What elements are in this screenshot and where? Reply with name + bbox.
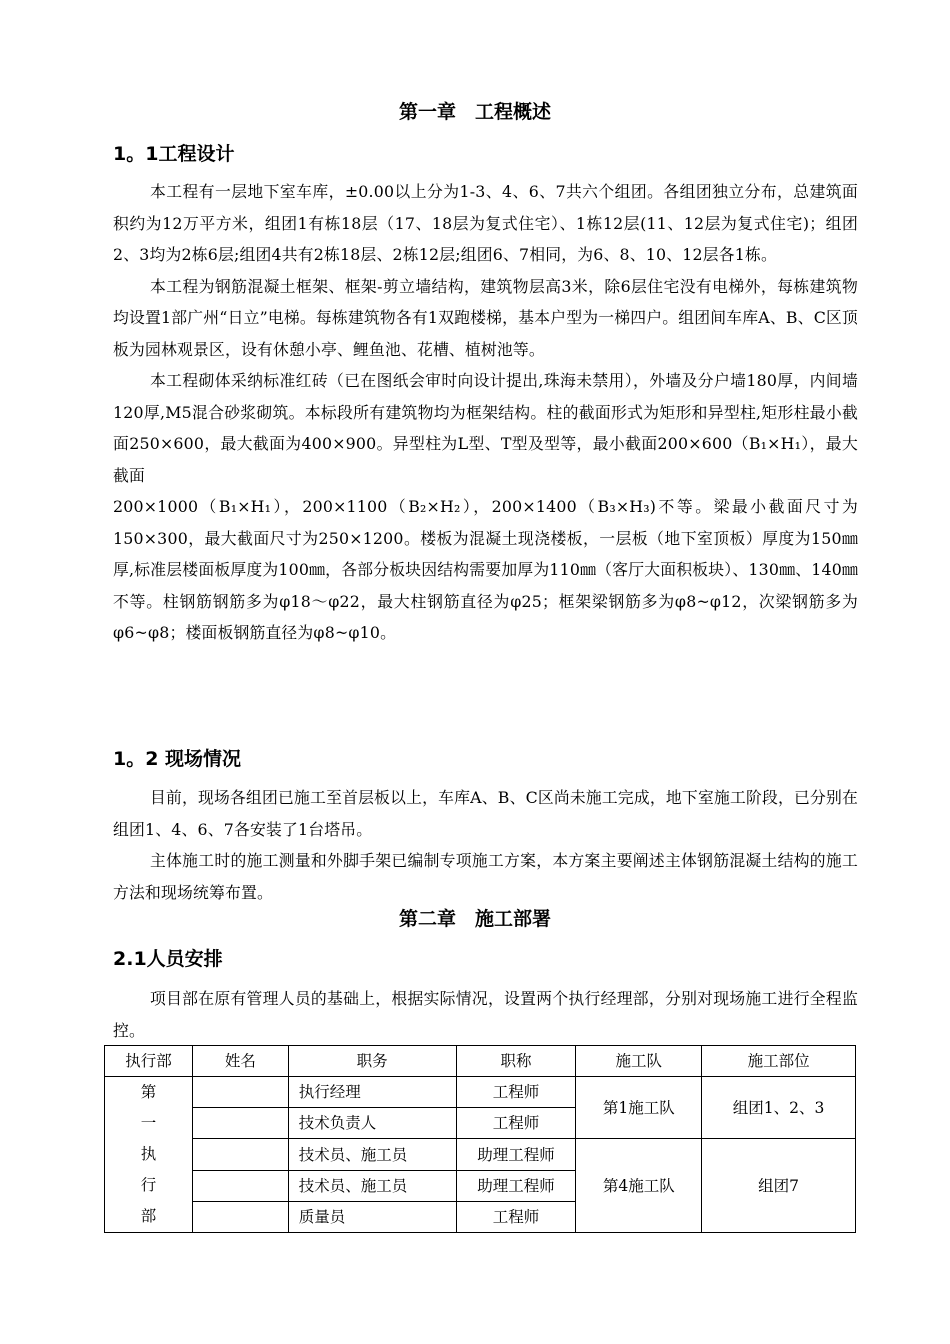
chapter-2-title: 第二章 施工部署 bbox=[398, 908, 551, 930]
name-cell bbox=[192, 1202, 288, 1233]
table-row bbox=[105, 1077, 856, 1108]
staff-table bbox=[104, 1045, 856, 1233]
title-cell: 助理工程师 bbox=[456, 1171, 576, 1202]
paragraph: 200×1000（B₁×H₁），200×1100（B₂×H₂），200×1400（B₃×H₃)不等。梁最小截面尺寸为150×300，最大截面尺寸为250×1200。楼板为混凝土现浇楼板，一层板（地下室顶板）厚度为150㎜厚,标准层楼面板厚度为100㎜，各部分板块因结构需要加厚为110㎜（客厅大面积板块）、130㎜、140㎜不等。柱钢筋钢筋多为φ18～φ22，最大柱钢筋直径为φ25；框架梁钢筋多为φ8~φ12，次梁钢筋多为φ6~φ8；楼面板钢筋直径为φ8~φ10。 bbox=[113, 497, 858, 642]
area-cell: 组团7 bbox=[702, 1139, 856, 1233]
paragraph: 本工程砌体采纳标准红砖（已在图纸会审时向设计提出,珠海未禁用），外墙及分户墙180厚，内间墙120厚,M5混合砂浆砌筑。本标段所有建筑物均为框架结构。柱的截面形式为矩形和异型柱,矩形柱最小截面250×600，最大截面为400×900。异型柱为L型、T型及型等，最小截面200×600（B₁×H₁），最大截面 bbox=[113, 371, 858, 485]
paragraph: 目前，现场各组团已施工至首层板以上，车库A、B、C区尚未施工完成，地下室施工阶段，已分别在组团1、4、6、7各安装了1台塔吊。 bbox=[113, 788, 858, 839]
dept-label: 第一执行部 bbox=[140, 1083, 157, 1225]
header-cell: 施工队 bbox=[576, 1046, 702, 1077]
header-cell: 姓名 bbox=[192, 1046, 288, 1077]
header-cell: 施工部位 bbox=[702, 1046, 856, 1077]
table-header-row bbox=[105, 1046, 856, 1077]
header-cell: 职务 bbox=[288, 1046, 456, 1077]
paragraph: 主体施工时的施工测量和外脚手架已编制专项施工方案，本方案主要阐述主体钢筋混凝土结构的施工方法和现场统筹布置。 bbox=[113, 851, 858, 902]
position-cell: 执行经理 bbox=[288, 1077, 456, 1108]
title-cell: 工程师 bbox=[456, 1202, 576, 1233]
header-cell: 职称 bbox=[456, 1046, 576, 1077]
dept-cell bbox=[105, 1077, 193, 1233]
section-1-1-title: 1。1工程设计 bbox=[113, 143, 235, 165]
paragraph: 项目部在原有管理人员的基础上，根据实际情况，设置两个执行经理部，分别对现场施工进行全程监控。 bbox=[113, 989, 858, 1040]
table-row bbox=[105, 1139, 856, 1171]
title-cell: 工程师 bbox=[456, 1077, 576, 1108]
header-cell: 执行部 bbox=[105, 1046, 193, 1077]
position-cell: 技术员、施工员 bbox=[288, 1139, 456, 1171]
position-cell: 技术员、施工员 bbox=[288, 1171, 456, 1202]
position-cell: 技术负责人 bbox=[288, 1108, 456, 1139]
section-1-2-body bbox=[113, 782, 858, 908]
chapter-1-title: 第一章 工程概述 bbox=[398, 101, 551, 123]
name-cell bbox=[192, 1139, 288, 1171]
area-cell: 组团1、2、3 bbox=[702, 1077, 856, 1139]
position-cell: 质量员 bbox=[288, 1202, 456, 1233]
title-cell: 工程师 bbox=[456, 1108, 576, 1139]
paragraph: 本工程为钢筋混凝土框架、框架-剪立墙结构，建筑物层高3米，除6层住宅没有电梯外，每栋建筑物均设置1部广州“日立”电梯。每栋建筑物各有1双跑楼梯，基本户型为一梯四户。组团间车库A、B、C区顶板为园林观景区，设有休憩小亭、鲤鱼池、花槽、植树池等。 bbox=[113, 276, 858, 359]
section-1-1-body bbox=[113, 176, 858, 649]
title-cell: 助理工程师 bbox=[456, 1139, 576, 1171]
name-cell bbox=[192, 1108, 288, 1139]
section-1-2-title: 1。2 现场情况 bbox=[113, 748, 242, 770]
section-2-1-body bbox=[113, 983, 858, 1046]
team-cell: 第4施工队 bbox=[576, 1139, 702, 1233]
section-2-1-title: 2.1人员安排 bbox=[113, 948, 223, 970]
paragraph: 本工程有一层地下室车库，±0.00以上分为1-3、4、6、7共六个组团。各组团独立分布，总建筑面积约为12万平方米，组团1有栋18层（17、18层为复式住宅）、1栋12层(11、12层为复式住宅)；组团2、3均为2栋6层;组团4共有2栋18层、2栋12层;组团6、7相同，为6、8、10、12层各1栋。 bbox=[113, 182, 858, 264]
team-cell: 第1施工队 bbox=[576, 1077, 702, 1139]
name-cell bbox=[192, 1171, 288, 1202]
name-cell bbox=[192, 1077, 288, 1108]
